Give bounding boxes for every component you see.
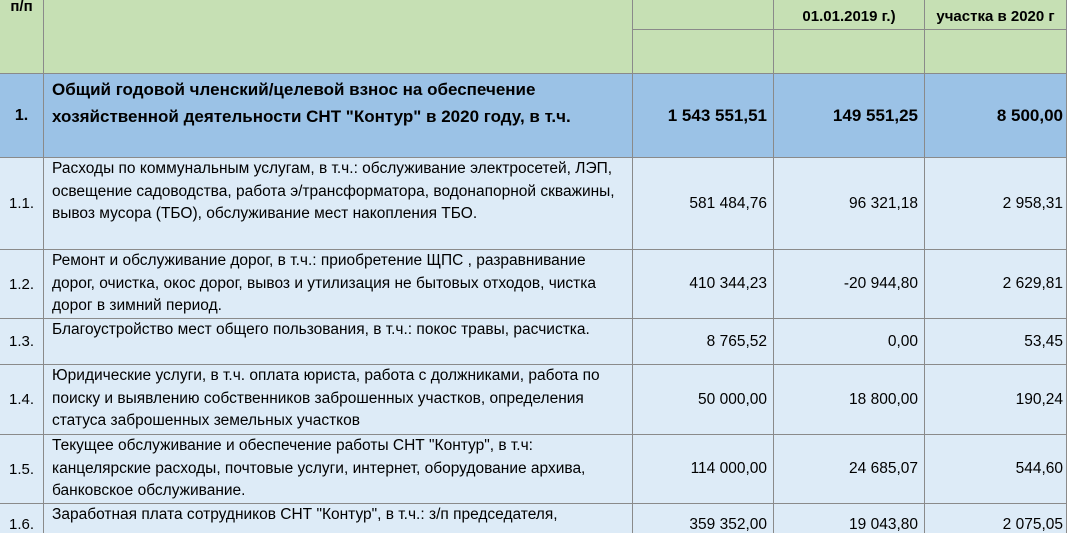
- table-row-value-a: [633, 504, 774, 533]
- header-cell-a-top: [633, 0, 774, 30]
- header-cell-name: [44, 0, 633, 74]
- header-c-label: участка в 2020 г: [936, 8, 1055, 25]
- row-value-c-text: 544,60: [1015, 460, 1063, 477]
- table-row-value-c: [925, 435, 1067, 504]
- row-number-text: 1.1.: [8, 195, 35, 212]
- row-value-b-text: -20 944,80: [843, 275, 918, 292]
- table-row-description: [44, 158, 633, 250]
- table-row-number: [0, 435, 44, 504]
- row-value-a-text: 50 000,00: [698, 390, 767, 408]
- row-value-b-text: 24 685,07: [849, 460, 918, 477]
- row-value-a-text: 8 765,52: [706, 332, 767, 350]
- table-row-value-c: [925, 250, 1067, 319]
- total-number-text: 1.: [14, 106, 29, 124]
- row-number-text: 1.2.: [8, 275, 35, 293]
- row-description-text: Юридические услуги, в т.ч. оплата юриста, работа с должниками, работа по поиску и выявлению собственников заброшенных участков, определения статуса заброшенных земельных участков: [52, 367, 600, 429]
- row-value-c-text: 190,24: [1015, 390, 1063, 408]
- table-row-number: [0, 504, 44, 533]
- row-value-b-text: 96 321,18: [849, 194, 918, 212]
- row-description-text: Текущее обслуживание и обеспечение работы СНТ "Контур", в т.ч: канцелярские расходы, почтовые услуги, интернет, оборудование архива, банковское обслуживание.: [52, 437, 586, 499]
- row-value-a-text: 410 344,23: [689, 275, 767, 292]
- table-row-description: [44, 365, 633, 435]
- header-cell-number: [0, 0, 44, 74]
- table-row-value-a: [633, 250, 774, 319]
- row-value-b-text: 18 800,00: [849, 390, 918, 408]
- header-cell-b-bottom: [774, 30, 925, 74]
- row-value-c-text: 2 075,05: [1002, 516, 1063, 533]
- table-row-value-a: [633, 158, 774, 250]
- header-cell-a-bottom: [633, 30, 774, 74]
- table-row-value-c: [925, 504, 1067, 533]
- table-row-value-a: [633, 319, 774, 365]
- row-description-text: Расходы по коммунальным услугам, в т.ч.: обслуживание электросетей, ЛЭП, освещение садоводства, работа э/трансформатора, водонапорной скважины, вывоз мусора (ТБО), обслуживание мест накопления ТБО.: [52, 160, 615, 222]
- total-value-a: [633, 74, 774, 158]
- table-row-value-b: [774, 435, 925, 504]
- header-cell-b-top: [774, 0, 925, 30]
- row-value-c-text: 2 958,31: [1002, 194, 1063, 212]
- header-number-label: п/п: [10, 0, 33, 15]
- table-row-number: [0, 158, 44, 250]
- total-value-c-text: 8 500,00: [996, 105, 1063, 125]
- table-row-value-b: [774, 504, 925, 533]
- row-value-c-text: 53,45: [1024, 332, 1063, 350]
- table-row-description: [44, 250, 633, 319]
- row-value-a-text: 359 352,00: [689, 516, 767, 533]
- header-cell-c-top: [925, 0, 1067, 30]
- table-row-description: [44, 319, 633, 365]
- table-row-number: [0, 365, 44, 435]
- table-row-value-b: [774, 158, 925, 250]
- row-description-text: Заработная плата сотрудников СНТ "Контур", в т.ч.: з/п председателя,: [52, 506, 558, 523]
- row-value-c-text: 2 629,81: [1002, 275, 1063, 292]
- table-row-description: [44, 504, 633, 533]
- table-row-number: [0, 319, 44, 365]
- row-value-a-text: 581 484,76: [689, 194, 767, 212]
- row-value-b-text: 19 043,80: [849, 516, 918, 533]
- row-number-text: 1.6.: [8, 516, 35, 533]
- header-cell-c-bottom: [925, 30, 1067, 74]
- table-row-value-b: [774, 365, 925, 435]
- total-value-b: [774, 74, 925, 158]
- table-row-number: [0, 250, 44, 319]
- table-row-description: [44, 435, 633, 504]
- row-value-a-text: 114 000,00: [690, 460, 767, 477]
- total-number: [0, 74, 44, 158]
- row-description-text: Благоустройство мест общего пользования, в т.ч.: покос травы, расчистка.: [52, 321, 590, 338]
- total-value-c: [925, 74, 1067, 158]
- table-row-value-c: [925, 365, 1067, 435]
- total-description: [44, 74, 633, 158]
- row-number-text: 1.5.: [8, 460, 35, 478]
- table-row-value-c: [925, 319, 1067, 365]
- row-description-text: Ремонт и обслуживание дорог, в т.ч.: приобретение ЩПС , разравнивание дорог, очистка, окос дорог, вывоз и утилизация не бытовых отходов, чистка дорог в зимний период.: [52, 252, 597, 314]
- table-row-value-a: [633, 365, 774, 435]
- table-row-value-a: [633, 435, 774, 504]
- total-value-b-text: 149 551,25: [832, 105, 918, 125]
- row-value-b-text: 0,00: [887, 332, 918, 350]
- table-row-value-b: [774, 250, 925, 319]
- total-value-a-text: 1 543 551,51: [667, 105, 767, 125]
- header-b-label: 01.01.2019 г.): [802, 8, 896, 25]
- row-number-text: 1.3.: [8, 333, 35, 350]
- table-row-value-b: [774, 319, 925, 365]
- total-description-text: Общий годовой членский/целевой взнос на обеспечение хозяйственной деятельности СНТ "Контур" в 2020 году, в т.ч.: [52, 80, 571, 126]
- row-number-text: 1.4.: [8, 391, 35, 408]
- table-row-value-c: [925, 158, 1067, 250]
